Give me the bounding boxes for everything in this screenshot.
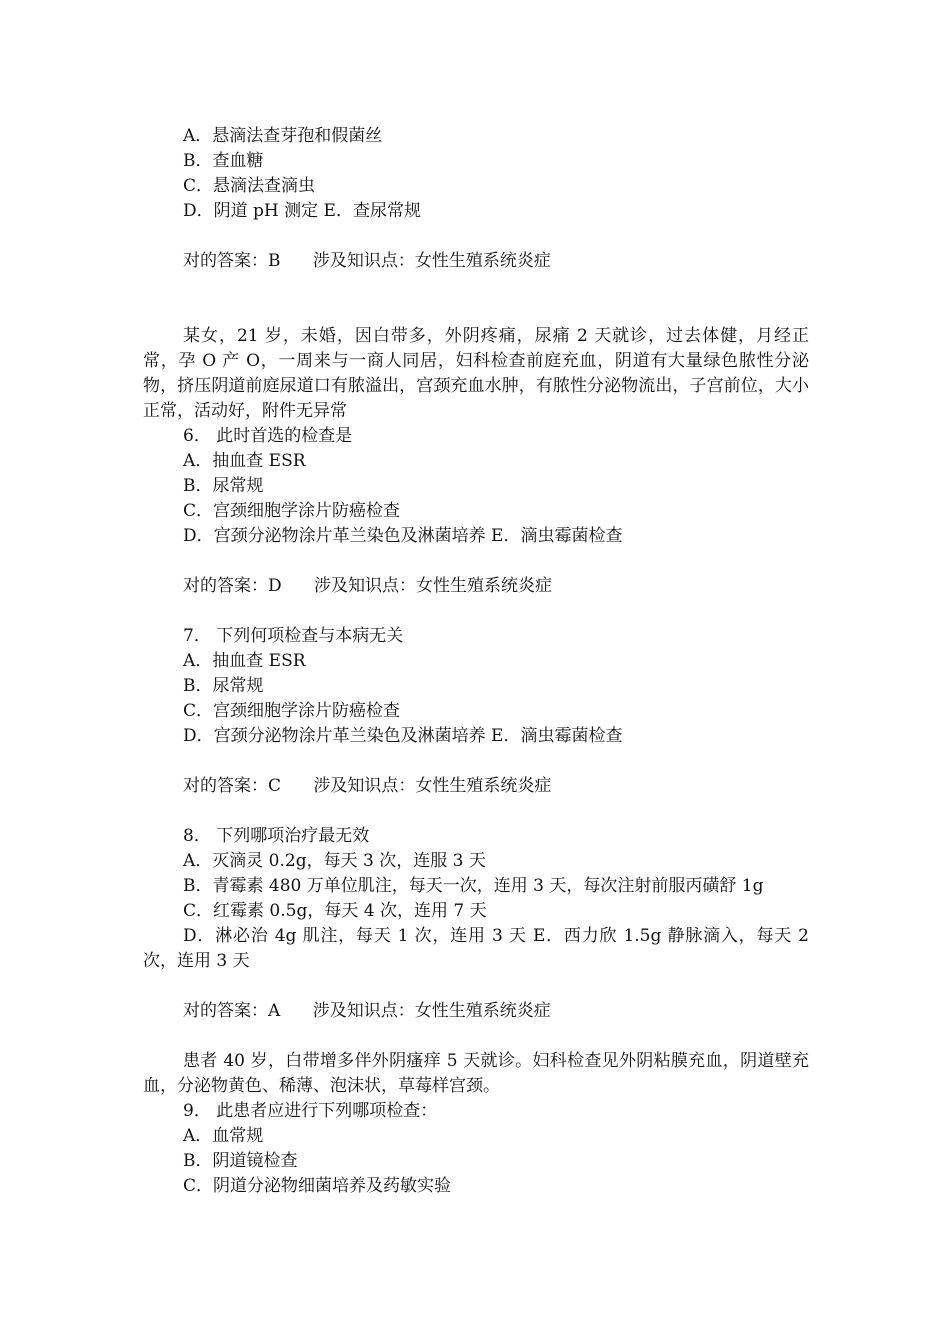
- q9-option-a: A．血常规: [183, 1126, 264, 1146]
- option-c: C．悬滴法查滴虫: [183, 176, 316, 196]
- q6-option-a: A．抽血查 ESR: [183, 451, 306, 471]
- spacer: [143, 974, 809, 999]
- q7-answer: 对的答案：C 涉及知识点：女性生殖系统炎症: [183, 776, 552, 796]
- q8-option-d-e: D．淋必治 4g 肌注，每天 1 次，连用 3 天 E．西力欣 1.5g 静脉滴入，每天 2 次，连用 3 天: [143, 926, 809, 971]
- question-8: 8． 下列哪项治疗最无效: [183, 826, 370, 846]
- q9-option-c: C．阴道分泌物细菌培养及药敏实验: [183, 1176, 452, 1196]
- q7-option-b: B．尿常规: [183, 676, 264, 696]
- spacer: [143, 549, 809, 574]
- q6-answer: 对的答案：D 涉及知识点：女性生殖系统炎症: [183, 576, 553, 596]
- case-description-2: 患者 40 岁，白带增多伴外阴瘙痒 5 天就诊。妇科检查见外阴粘膜充血，阴道壁充血，分泌物黄色、稀薄、泡沫状，草莓样宫颈。: [143, 1051, 809, 1096]
- option-d-e: D．阴道 pH 测定 E．查尿常规: [183, 201, 421, 221]
- option-a: A．悬滴法查芽孢和假菌丝: [183, 126, 383, 146]
- spacer: [143, 749, 809, 774]
- q8-option-c: C．红霉素 0.5g，每天 4 次，连用 7 天: [183, 901, 487, 921]
- q9-option-b: B．阴道镜检查: [183, 1151, 298, 1171]
- question-7: 7． 下列何项检查与本病无关: [183, 626, 404, 646]
- q8-answer: 对的答案：A 涉及知识点：女性生殖系统炎症: [183, 1001, 551, 1021]
- q7-option-c: C．宫颈细胞学涂片防癌检查: [183, 701, 401, 721]
- q8-option-a: A．灭滴灵 0.2g，每天 3 次，连服 3 天: [183, 851, 486, 871]
- q7-option-a: A．抽血查 ESR: [183, 651, 306, 671]
- q6-option-c: C．宫颈细胞学涂片防癌检查: [183, 501, 401, 521]
- q7-option-d-e: D．宫颈分泌物涂片革兰染色及淋菌培养 E．滴虫霉菌检查: [183, 726, 623, 746]
- case-description: 某女，21 岁，未婚，因白带多，外阴疼痛，尿痛 2 天就诊，过去体健，月经正常，孕 O 产 O，一周来与一商人同居，妇科检查前庭充血，阴道有大量绿色脓性分泌物，挤压阴道前庭尿道口有脓溢出，宫颈充血水肿，有脓性分泌物流出，子宫前位，大小正常，活动好，附件无异常: [143, 326, 809, 421]
- spacer: [143, 799, 809, 824]
- document-body: [143, 124, 809, 1199]
- spacer: [143, 1024, 809, 1049]
- answer-line: 对的答案：B 涉及知识点：女性生殖系统炎症: [183, 251, 551, 271]
- q6-option-d-e: D．宫颈分泌物涂片革兰染色及淋菌培养 E．滴虫霉菌检查: [183, 526, 623, 546]
- question-9: 9． 此患者应进行下列哪项检查：: [183, 1101, 438, 1121]
- spacer: [143, 599, 809, 624]
- q8-option-b: B．青霉素 480 万单位肌注，每天一次，连用 3 天，每次注射前服丙磺舒 1g: [183, 876, 764, 896]
- q6-option-b: B．尿常规: [183, 476, 264, 496]
- question-6: 6． 此时首选的检查是: [183, 426, 353, 446]
- option-b: B．查血糖: [183, 151, 264, 171]
- spacer: [143, 274, 809, 324]
- spacer: [143, 224, 809, 249]
